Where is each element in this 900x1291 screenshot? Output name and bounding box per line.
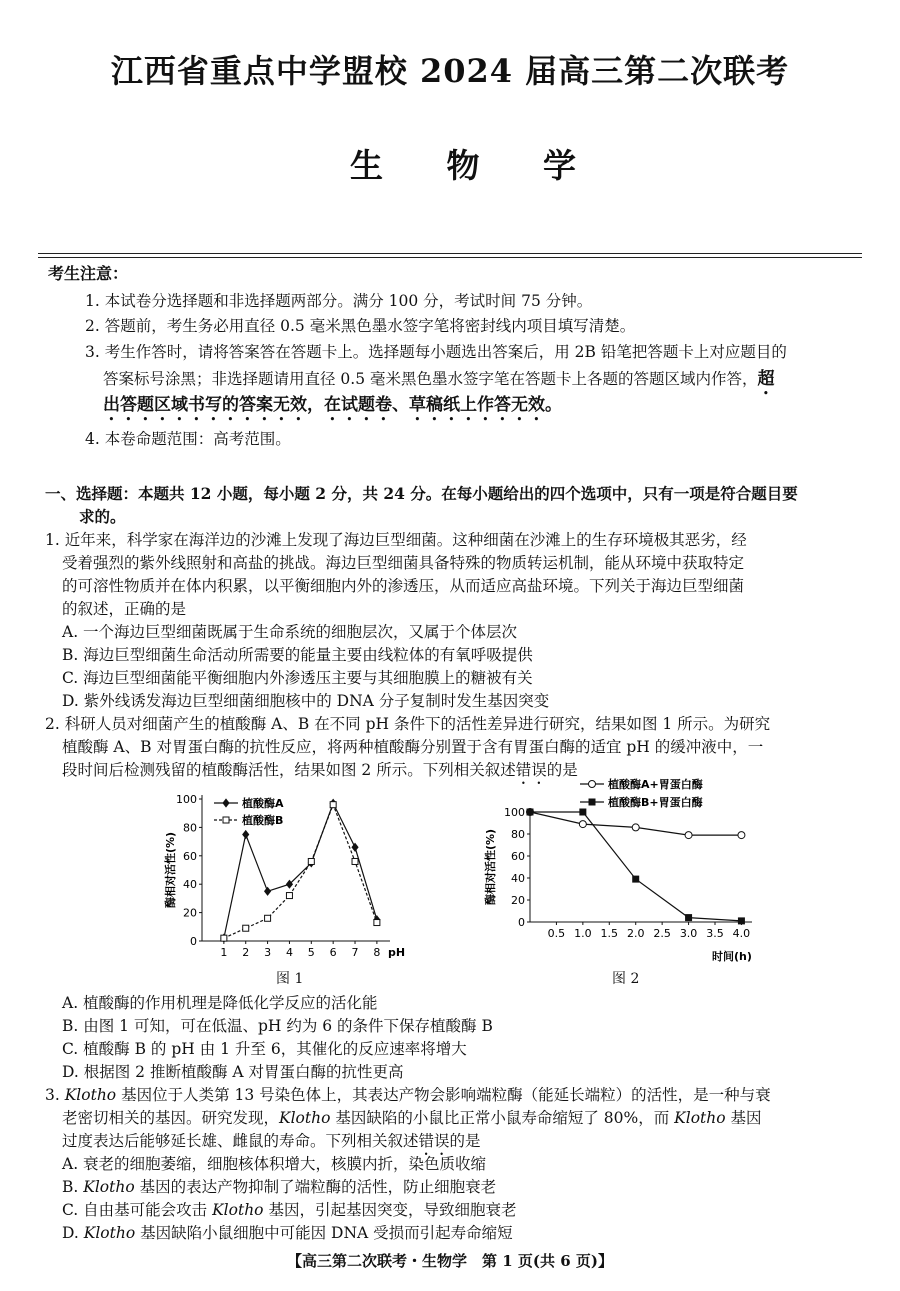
- q3-stem-1: 3. Klotho 基因位于人类第 13 号染色体上，其表达产物会影响端粒酶（能延长端粒）的活性，是一种与衰: [45, 1086, 771, 1104]
- notice-item-4: 4. 本卷命题范围：高考范围。: [85, 430, 291, 448]
- x-tick-label: 2.5: [653, 927, 671, 940]
- data-point: [264, 887, 271, 896]
- legend-marker: [222, 798, 229, 807]
- q3-option-d: D. Klotho 基因缺陷小鼠细胞中可能因 DNA 受损而引起寿命缩短: [62, 1224, 513, 1242]
- q1-stem-3: 的可溶性物质并在体内积累，以平衡细胞内外的渗透压，从而适应高盐环境。下列关于海边巨型细菌: [62, 577, 745, 595]
- q2-emphasis: 错误: [515, 761, 547, 779]
- q2-option-d: D. 根据图 2 推断植酸酶 A 对胃蛋白酶的抗性更高: [62, 1063, 404, 1081]
- legend-label: 植酸酶A: [242, 797, 284, 810]
- notice-item-3: 3. 考生作答时，请将答案答在答题卡上。选择题每小题选出答案后，用 2B 铅笔把答题卡上对应题目的: [85, 343, 787, 361]
- data-point: [308, 858, 314, 864]
- y-tick-label: 20: [511, 894, 525, 907]
- y-tick-label: 60: [511, 850, 525, 863]
- subject-title: 生 物 学: [350, 146, 602, 185]
- q3-option-c: C. 自由基可能会攻击 Klotho 基因，引起基因突变，导致细胞衰老: [62, 1201, 517, 1219]
- y-tick-label: 60: [183, 849, 197, 863]
- divider-top: [38, 253, 862, 254]
- x-tick-label: 2: [242, 946, 250, 959]
- legend-marker: [589, 781, 596, 788]
- divider-bottom: [38, 257, 862, 258]
- data-point: [352, 858, 358, 864]
- data-point: [527, 809, 534, 816]
- data-point: [738, 832, 745, 839]
- x-tick-label: 4.0: [732, 927, 751, 940]
- legend-label: 植酸酶A+胃蛋白酶: [608, 778, 703, 791]
- notice-item-3-cont: 答案标号涂黑；非选择题请用直径 0.5 毫米黑色墨水签字笔在答题卡上各题的答题区域内作答，超: [103, 369, 775, 389]
- section-heading: 一、选择题：本题共 12 小题，每小题 2 分，共 24 分。在每小题给出的四个选项中，只有一项是符合题目要: [45, 484, 798, 503]
- x-tick-label: 8: [373, 946, 381, 959]
- q3-stem-3: 过度表达后能够延长雄、雌鼠的寿命。下列相关叙述错误的是: [62, 1132, 481, 1150]
- q1-option-b: B. 海边巨型细菌生命活动所需要的能量主要由线粒体的有氧呼吸提供: [62, 646, 533, 664]
- x-tick-label: 1.5: [600, 927, 619, 940]
- y-tick-label: 0: [190, 935, 197, 948]
- data-point: [242, 830, 249, 839]
- data-point: [221, 935, 227, 941]
- section-heading-cont: 求的。: [79, 507, 126, 526]
- q3-emphasis: 错误: [418, 1132, 450, 1150]
- q1-stem-4: 的叙述，正确的是: [62, 600, 187, 618]
- q2-option-c: C. 植酸酶 B 的 pH 由 1 升至 6，其催化的反应速率将增大: [62, 1040, 467, 1058]
- data-point: [632, 876, 639, 883]
- legend-label: 植酸酶B: [242, 814, 284, 827]
- y-axis-label: 酶相对活性(%): [164, 831, 177, 909]
- notice-heading: 考生注意：: [48, 264, 129, 283]
- data-point: [286, 893, 292, 899]
- data-point: [351, 843, 358, 852]
- q2-option-a: A. 植酸酶的作用机理是降低化学反应的活化能: [62, 994, 378, 1012]
- figure-1-chart: [160, 785, 410, 975]
- q2-option-b: B. 由图 1 可知，可在低温、pH 约为 6 的条件下保存植酸酶 B: [62, 1017, 493, 1035]
- q3-option-b: B. Klotho 基因的表达产物抑制了端粒酶的活性，防止细胞衰老: [62, 1178, 497, 1196]
- y-tick-label: 40: [183, 878, 197, 892]
- data-point: [243, 925, 249, 931]
- q1-option-a: A. 一个海边巨型细菌既属于生命系统的细胞层次，又属于个体层次: [62, 623, 518, 641]
- q2-stem-1: 2. 科研人员对细菌产生的植酸酶 A、B 在不同 pH 条件下的活性差异进行研究，结果如图 1 所示。为研究: [45, 715, 771, 733]
- notice-item-2: 2. 答题前，考生务必用直径 0.5 毫米黑色墨水签字笔将密封线内项目填写清楚。: [85, 317, 636, 335]
- x-tick-label: 4: [285, 946, 293, 959]
- data-point: [330, 802, 336, 808]
- q1-option-c: C. 海边巨型细菌能平衡细胞内外渗透压主要与其细胞膜上的糖被有关: [62, 669, 533, 687]
- x-tick-label: 3.5: [706, 927, 724, 940]
- q3-stem-2: 老密切相关的基因。研究发现，Klotho 基因缺陷的小鼠比正常小鼠寿命缩短了 80%，而 Klotho 基因: [62, 1109, 762, 1127]
- y-axis-label: 酶相对活性(%): [484, 828, 497, 906]
- y-tick-label: 100: [504, 806, 525, 819]
- figure-1-caption: 图 1: [276, 971, 304, 987]
- legend-marker: [223, 817, 229, 823]
- x-tick-label: 2.0: [626, 927, 645, 940]
- x-tick-label: 1.0: [574, 927, 592, 940]
- y-tick-label: 0: [518, 916, 525, 929]
- x-tick-label: 1: [220, 946, 228, 959]
- y-tick-label: 80: [511, 828, 525, 841]
- data-point: [374, 920, 380, 926]
- q1-stem-1: 1. 近年来，科学家在海洋边的沙滩上发现了海边巨型细菌。这种细菌在沙滩上的生存环境极其恶劣，经: [45, 531, 747, 549]
- data-point: [579, 809, 586, 816]
- page-footer: 【高三第二次联考・生物学 第 1 页(共 6 页)】: [287, 1252, 613, 1270]
- q1-stem-2: 受着强烈的紫外线照射和高盐的挑战。海边巨型细菌具备特殊的物质转运机制，能从环境中获取特定: [62, 554, 745, 572]
- x-tick-label: 3: [264, 946, 272, 959]
- notice-emphasis: 出答题区域书写的答案无效，在试题卷、草稿纸上作答无效。: [103, 395, 562, 415]
- figure-2-chart: [480, 772, 780, 987]
- q1-option-d: D. 紫外线诱发海边巨型细菌细胞核中的 DNA 分子复制时发生基因突变: [62, 692, 550, 710]
- data-point: [738, 917, 745, 924]
- x-tick-label: 3.0: [679, 927, 698, 940]
- x-tick-label: 0.5: [547, 927, 566, 940]
- legend-label: 植酸酶B+胃蛋白酶: [608, 796, 703, 809]
- figure-2-caption: 图 2: [612, 971, 640, 987]
- notice-emphasis-start: 超: [757, 369, 775, 389]
- data-point: [632, 824, 639, 831]
- x-axis-label: pH: [388, 946, 406, 959]
- q3-option-a: A. 衰老的细胞萎缩，细胞核体积增大，核膜内折，染色质收缩: [62, 1155, 487, 1173]
- notice-item-1: 1. 本试卷分选择题和非选择题两部分。满分 100 分，考试时间 75 分钟。: [85, 292, 593, 310]
- x-tick-label: 5: [307, 946, 315, 959]
- gene-name: Klotho: [64, 1086, 117, 1104]
- data-point: [685, 832, 692, 839]
- q2-stem-2: 植酸酶 A、B 对胃蛋白酶的抗性反应，将两种植酸酶分别置于含有胃蛋白酶的适宜 pH 的缓冲液中，一: [62, 738, 764, 756]
- data-point: [579, 821, 586, 828]
- data-point: [265, 915, 271, 921]
- exam-title: 江西省重点中学盟校 2024 届高三第二次联考: [110, 52, 790, 90]
- y-tick-label: 100: [176, 793, 197, 806]
- y-tick-label: 20: [183, 906, 197, 920]
- legend-marker: [589, 799, 596, 806]
- x-tick-label: 7: [351, 946, 359, 959]
- x-tick-label: 6: [329, 946, 337, 959]
- q2-stem-3: 段时间后检测残留的植酸酶活性，结果如图 2 所示。下列相关叙述错误的是: [62, 761, 578, 779]
- y-tick-label: 40: [511, 872, 525, 885]
- data-point: [685, 914, 692, 921]
- x-axis-label: 时间(h): [712, 950, 752, 963]
- y-tick-label: 80: [183, 821, 197, 835]
